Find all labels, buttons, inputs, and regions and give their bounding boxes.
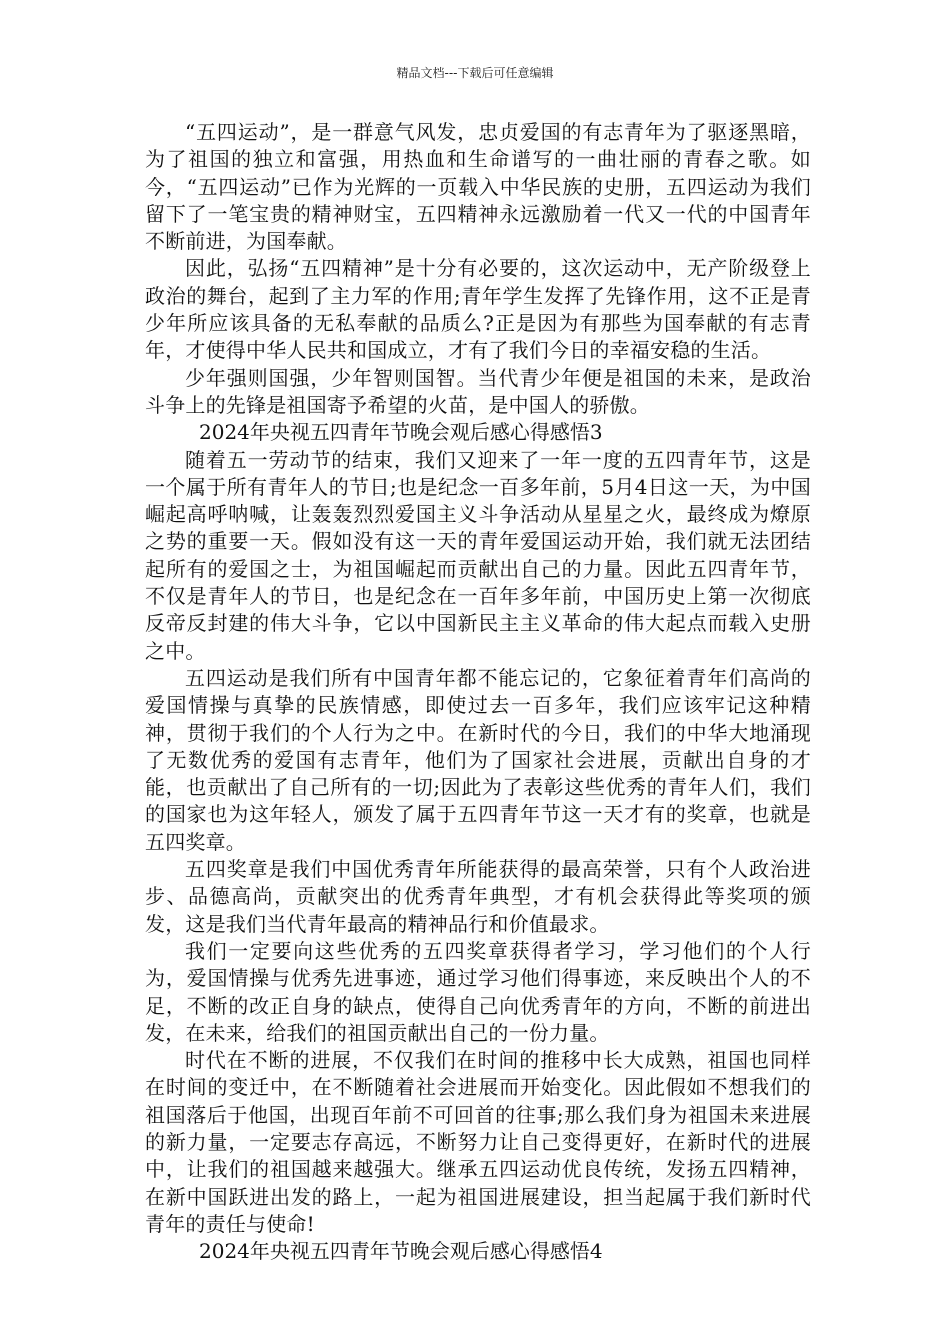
section-heading: 2024年央视五四青年节晚会观后感心得感悟4 xyxy=(199,1239,603,1264)
paragraph: 因此，弘扬“五四精神”是十分有必要的，这次运动中，无产阶级登上政治的舞台，起到了主力军的作用;青年学生发挥了先锋作用，这不正是青少年所应该具备的无私奉献的品质么?正是因为有那些为国奉献的有志青年，才使得中华人民共和国成立，才有了我们今日的幸福安稳的生活。 xyxy=(145,256,811,363)
paragraph: 随着五一劳动节的结束，我们又迎来了一年一度的五四青年节，这是一个属于所有青年人的节日;也是纪念一百多年前，5月4日这一天，为中国崛起高呼呐喊，让轰轰烈烈爱国主义斗争活动从星星之火，最终成为燎原之势的重要一天。假如没有这一天的青年爱国运动开始，我们就无法团结起所有的爱国之士，为祖国崛起而贡献出自己的力量。因此五四青年节，不仅是青年人的节日，也是纪念在一百年多年前，中国历史上第一次彻底反帝反封建的伟大斗争，它以中国新民主主义革命的伟大起点而载入史册之中。 xyxy=(145,447,811,663)
paragraph: “五四运动”，是一群意气风发，忠贞爱国的有志青年为了驱逐黑暗，为了祖国的独立和富强，用热血和生命谱写的一曲壮丽的青春之歌。如今，“五四运动”已作为光辉的一页载入中华民族的史册，五四运动为我们留下了一笔宝贵的精神财宝，五四精神永远激励着一代又一代的中国青年不断前进，为国奉献。 xyxy=(145,120,811,254)
section-heading: 2024年央视五四青年节晚会观后感心得感悟3 xyxy=(199,420,603,445)
page-header: 精品文档---下载后可任意编辑 xyxy=(396,66,554,80)
paragraph: 少年强则国强，少年智则国智。当代青少年便是祖国的未来，是政治斗争上的先锋是祖国寄予希望的火苗，是中国人的骄傲。 xyxy=(145,365,811,417)
paragraph: 时代在不断的进展，不仅我们在时间的推移中长大成熟，祖国也同样在时间的变迁中，在不断随着社会进展而开始变化。因此假如不想我们的祖国落后于他国，出现百年前不可回首的往事;那么我们身为祖国未来进展的新力量，一定要志存高远，不断努力让自己变得更好，在新时代的进展中，让我们的祖国越来越强大。继承五四运动优良传统，发扬五四精神，在新中国跃进出发的路上，一起为祖国进展建设，担当起属于我们新时代青年的责任与使命! xyxy=(145,1048,811,1236)
paragraph: 五四运动是我们所有中国青年都不能忘记的，它象征着青年们高尚的爱国情操与真挚的民族情感，即使过去一百多年，我们应该牢记这种精神，贯彻于我们的个人行为之中。在新时代的今日，我们的中华大地涌现了无数优秀的爱国有志青年，他们为了国家社会进展，贡献出自身的才能，也贡献出了自己所有的一切;因此为了表彰这些优秀的青年人们，我们的国家也为这年轻人，颁发了属于五四青年节这一天才有的奖章，也就是五四奖章。 xyxy=(145,665,811,854)
paragraph: 我们一定要向这些优秀的五四奖章获得者学习，学习他们的个人行为，爱国情操与优秀先进事迹，通过学习他们得事迹，来反映出个人的不足，不断的改正自身的缺点，使得自己向优秀青年的方向，不断的前进出发，在未来，给我们的祖国贡献出自己的一份力量。 xyxy=(145,938,811,1045)
paragraph: 五四奖章是我们中国优秀青年所能获得的最高荣誉，只有个人政治进步、品德高尚，贡献突出的优秀青年典型，才有机会获得此等奖项的颁发，这是我们当代青年最高的精神品行和价值最求。 xyxy=(145,857,811,936)
document-body xyxy=(145,119,811,1265)
